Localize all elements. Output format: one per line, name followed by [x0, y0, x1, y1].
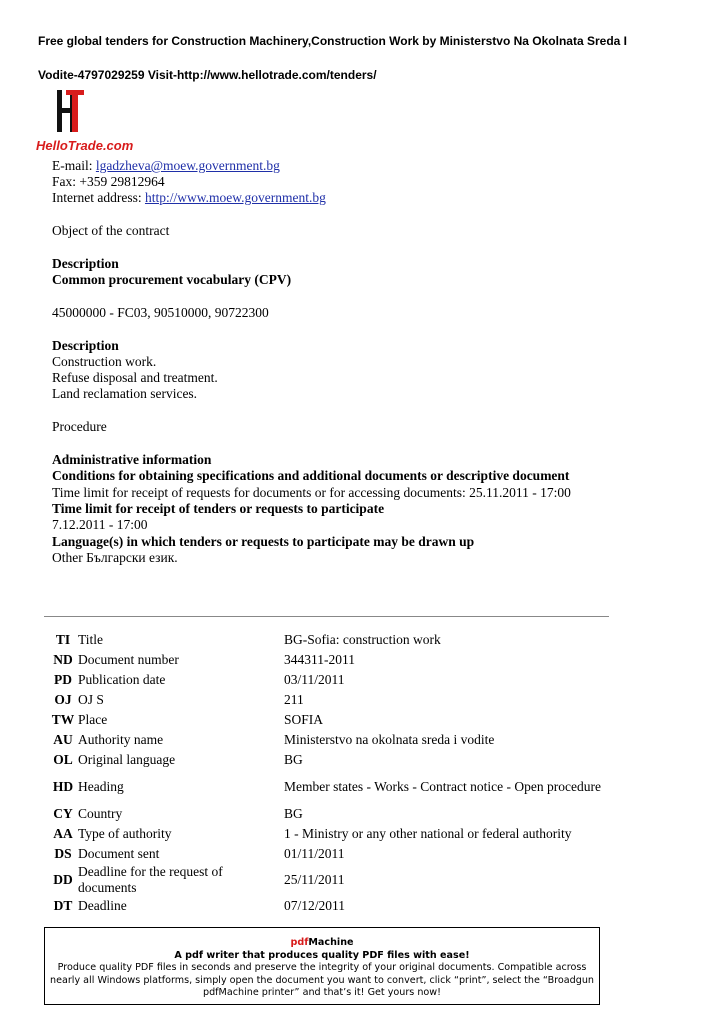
- email-link[interactable]: lgadzheva@moew.government.bg: [95, 158, 280, 173]
- metadata-value: Ministerstvo na okolnata sreda i vodite: [284, 732, 495, 747]
- internet-link[interactable]: http://www.moew.government.bg: [144, 190, 326, 205]
- description-line: Refuse disposal and treatment.: [52, 370, 218, 385]
- metadata-row: [48, 770, 604, 804]
- pdfmachine-brand: [45, 937, 599, 950]
- document-header-title: Free global tenders for Construction Machinery,Construction Work by Ministerstvo Na Okolnata Sreda I: [38, 34, 627, 48]
- metadata-label: OJ S: [78, 692, 104, 707]
- time-limit-tenders-heading: Time limit for receipt of tenders or requests to participate: [52, 501, 385, 516]
- metadata-row: [48, 630, 604, 650]
- ad-body: Produce quality PDF files in seconds and preserve the integrity of your original documents. Compatible across nearly all Windows platforms, simply open the document you want to convert, click “print”, select the “Broadgun pdfMachine printer” and that’s it! Get yours now!: [49, 962, 594, 998]
- metadata-code: CY: [53, 806, 73, 821]
- logo-wordmark: HelloTrade.com: [36, 138, 134, 153]
- section-divider: [44, 616, 609, 617]
- metadata-value: 344311-2011: [284, 652, 355, 667]
- metadata-value: 07/12/2011: [284, 898, 346, 913]
- metadata-code: DT: [53, 898, 73, 913]
- metadata-code: TI: [55, 632, 71, 647]
- metadata-row: [48, 864, 604, 896]
- document-header-source: Vodite-4797029259 Visit-http://www.hellotrade.com/tenders/: [38, 68, 377, 82]
- metadata-code: AA: [53, 826, 73, 841]
- ad-tagline: A pdf writer that produces quality PDF files with ease!: [174, 949, 470, 961]
- metadata-row: [48, 650, 604, 670]
- metadata-code: ND: [53, 652, 73, 667]
- metadata-value: BG-Sofia: construction work: [284, 632, 441, 647]
- metadata-label: Publication date: [78, 672, 166, 687]
- metadata-row: [48, 710, 604, 730]
- metadata-label: Title: [78, 632, 104, 647]
- metadata-code: OJ: [54, 692, 72, 707]
- metadata-code: PD: [54, 672, 72, 687]
- metadata-value: SOFIA: [284, 712, 324, 727]
- metadata-row: [48, 824, 604, 844]
- metadata-label: Heading: [78, 779, 124, 794]
- pdfmachine-ad-box: [44, 927, 600, 1005]
- metadata-label: Document sent: [78, 846, 160, 861]
- metadata-label: Deadline: [78, 898, 127, 913]
- metadata-row: [48, 844, 604, 864]
- document-metadata-table: [48, 630, 604, 916]
- cpv-heading: Common procurement vocabulary (CPV): [52, 272, 292, 287]
- metadata-value: BG: [284, 752, 303, 767]
- description-line: Construction work.: [52, 354, 157, 369]
- brand-machine: Machine: [308, 937, 354, 948]
- conditions-heading: Conditions for obtaining specifications and additional documents or descriptive document: [52, 468, 570, 483]
- hellotrade-logo: [36, 86, 134, 156]
- cpv-codes: 45000000 - FC03, 90510000, 90722300: [52, 305, 269, 320]
- languages-heading: Language(s) in which tenders or requests to participate may be drawn up: [52, 534, 475, 549]
- contact-internet-line: [52, 190, 326, 207]
- metadata-row: [48, 804, 604, 824]
- metadata-row: [48, 670, 604, 690]
- metadata-code: AU: [53, 732, 73, 747]
- metadata-row: [48, 730, 604, 750]
- metadata-label: Document number: [78, 652, 179, 667]
- metadata-label: Type of authority: [78, 826, 172, 841]
- metadata-value: 1 - Ministry or any other national or federal authority: [284, 826, 572, 841]
- metadata-value: 01/11/2011: [284, 846, 345, 861]
- metadata-row: [48, 690, 604, 710]
- metadata-label: Authority name: [78, 732, 164, 747]
- contact-fax: Fax: +359 29812964: [52, 174, 165, 189]
- procedure-heading: Procedure: [52, 419, 107, 434]
- metadata-value: 211: [284, 692, 304, 707]
- metadata-label: Place: [78, 712, 108, 727]
- metadata-label: Deadline for the request of documents: [78, 864, 223, 895]
- object-heading: Object of the contract: [52, 223, 170, 238]
- description-line: Land reclamation services.: [52, 386, 198, 401]
- description-heading: Description: [52, 338, 119, 353]
- cpv-description-heading: Description: [52, 256, 119, 271]
- contact-email-line: [52, 158, 280, 175]
- metadata-code: OL: [53, 752, 73, 767]
- internet-label: Internet address:: [52, 190, 142, 205]
- metadata-code: DS: [54, 846, 72, 861]
- metadata-value: BG: [284, 806, 303, 821]
- metadata-value: 03/11/2011: [284, 672, 345, 687]
- metadata-label: Original language: [78, 752, 176, 767]
- languages-value: Other Български език.: [52, 550, 178, 565]
- metadata-value: 25/11/2011: [284, 872, 345, 887]
- metadata-label: Country: [78, 806, 123, 821]
- time-limit-documents: Time limit for receipt of requests for documents or for accessing documents: 25.11.2011 - 17:00: [52, 485, 571, 500]
- metadata-row: [48, 896, 604, 916]
- time-limit-tenders: 7.12.2011 - 17:00: [52, 517, 148, 532]
- metadata-code: HD: [52, 779, 74, 794]
- email-label: E-mail:: [52, 158, 93, 173]
- metadata-row: [48, 750, 604, 770]
- metadata-code: DD: [53, 872, 73, 887]
- metadata-value: Member states - Works - Contract notice - Open procedure: [284, 779, 601, 794]
- admin-heading: Administrative information: [52, 452, 212, 467]
- brand-pdf: pdf: [290, 937, 309, 948]
- metadata-code: TW: [51, 712, 75, 727]
